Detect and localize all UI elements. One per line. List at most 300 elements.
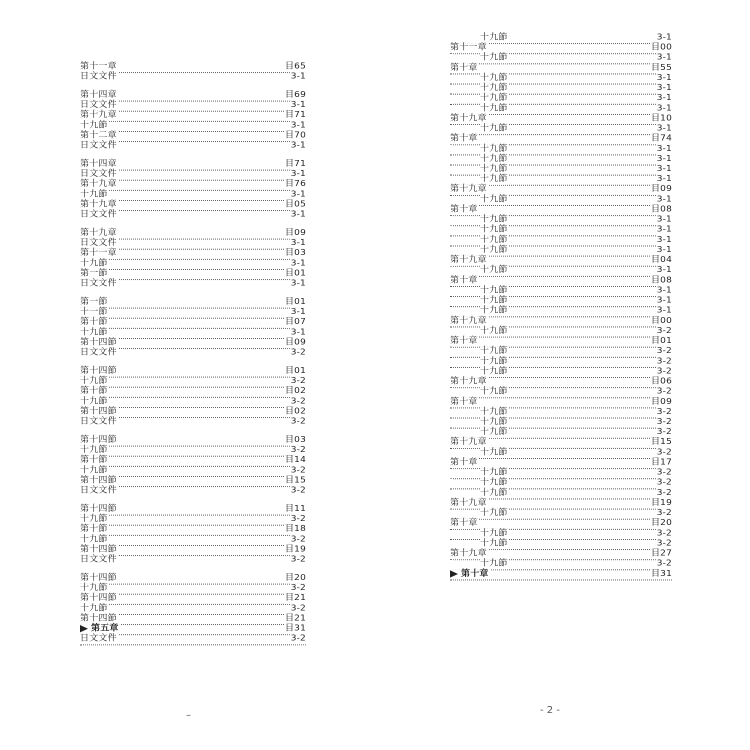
toc-entry-page: 3-1 — [656, 73, 672, 83]
toc-entry-label — [450, 134, 479, 144]
toc-entry-page: 3-2 — [290, 555, 306, 565]
toc-entry-label — [480, 357, 509, 367]
toc-entry-text: 十九節 — [480, 447, 508, 458]
toc-entry[interactable] — [80, 377, 306, 387]
toc-entry-page: 3-2 — [656, 387, 672, 397]
toc-entry[interactable] — [80, 160, 306, 170]
toc-entry-page: 3-1 — [656, 33, 672, 43]
toc-entry[interactable] — [80, 505, 306, 515]
toc-entry[interactable] — [450, 84, 672, 94]
toc-entry[interactable] — [80, 328, 306, 338]
toc-entry-page: 3-1 — [290, 238, 306, 248]
toc-entry[interactable] — [80, 91, 306, 101]
toc-entry-text: 十九節 — [480, 387, 508, 397]
toc-entry-label — [450, 63, 479, 73]
toc-entry[interactable] — [450, 509, 672, 519]
toc-entry[interactable] — [450, 367, 672, 377]
toc-entry-text: 日文文件 — [80, 555, 117, 565]
toc-entry-text: 第十九章 — [450, 437, 487, 447]
toc-entry-text: 第十章 — [450, 336, 478, 346]
toc-entry-page: 3-2 — [290, 514, 306, 524]
toc-entry[interactable] — [450, 326, 672, 336]
toc-entry-label — [80, 387, 109, 397]
toc-entry-label — [480, 266, 509, 276]
toc-entry-page: 目71 — [284, 159, 306, 169]
toc-entry-text: 十九節 — [80, 445, 108, 455]
toc-entry[interactable] — [80, 298, 306, 308]
toc-entry-page: 目19 — [284, 545, 306, 555]
toc-entry-page: 目00 — [650, 43, 672, 53]
toc-entry-text: 十九節 — [480, 539, 508, 549]
toc-entry[interactable] — [450, 499, 672, 509]
toc-entry-text: 日文文件 — [80, 486, 117, 496]
toc-entry[interactable] — [450, 205, 672, 215]
toc-entry[interactable] — [450, 94, 672, 104]
toc-entry[interactable] — [450, 377, 672, 387]
toc-entry[interactable] — [80, 259, 306, 269]
toc-entry[interactable] — [80, 446, 306, 456]
toc-entry[interactable] — [450, 185, 672, 195]
toc-entry-page: 3-1 — [290, 279, 306, 289]
toc-entry[interactable] — [80, 308, 306, 318]
toc-entry-text: 第十章 — [450, 63, 478, 73]
toc-entry-text: 十九節 — [480, 407, 508, 417]
toc-entry-page: 3-2 — [656, 366, 672, 377]
toc-entry[interactable] — [450, 418, 672, 428]
toc-entry-label — [80, 436, 118, 446]
toc-entry[interactable] — [450, 428, 672, 438]
toc-entry-label — [80, 200, 118, 210]
toc-entry[interactable] — [80, 614, 306, 624]
toc-entry[interactable] — [80, 594, 306, 604]
toc-entry-page: 3-1 — [656, 154, 672, 164]
toc-entry[interactable] — [80, 476, 306, 486]
toc-entry-label — [80, 62, 118, 72]
toc-entry[interactable] — [450, 43, 672, 53]
toc-entry[interactable] — [80, 72, 306, 82]
toc-entry-text: 十九節 — [480, 73, 508, 83]
toc-entry[interactable] — [80, 338, 306, 348]
toc-entry[interactable] — [450, 569, 672, 579]
toc-entry-label — [80, 298, 109, 308]
toc-entry-text: 第十節 — [80, 317, 108, 327]
toc-entry[interactable] — [450, 559, 672, 569]
toc-entry-text: 第十四節 — [80, 593, 117, 603]
toc-entry[interactable] — [80, 466, 306, 476]
toc-entry[interactable] — [80, 131, 306, 141]
toc-entry[interactable] — [450, 296, 672, 306]
toc-entry-page: 3-2 — [656, 356, 672, 367]
toc-entry-label — [480, 235, 509, 245]
toc-entry-text: 第十一章 — [80, 248, 117, 258]
toc-entry-label — [80, 141, 118, 151]
toc-entry[interactable] — [80, 279, 306, 289]
toc-entry-label — [80, 318, 109, 328]
toc-entry[interactable] — [450, 215, 672, 225]
toc-entry-label — [80, 91, 118, 101]
toc-entry-text: 十九節 — [480, 326, 508, 336]
toc-entry-text: 十九節 — [480, 488, 508, 498]
page-number-left: – — [186, 710, 191, 721]
toc-entry-text: 第十章 — [450, 518, 478, 528]
toc-entry-label — [450, 276, 479, 286]
toc-entry-page: 3-2 — [656, 508, 672, 518]
toc-entry-text: 第十四節 — [80, 545, 117, 555]
toc-entry[interactable] — [80, 624, 306, 634]
toc-entry[interactable] — [450, 397, 672, 407]
toc-entry-label — [450, 43, 488, 53]
toc-entry[interactable] — [450, 448, 672, 458]
toc-entry-text: 第十九章 — [450, 255, 487, 265]
toc-entry[interactable] — [80, 535, 306, 545]
toc-entry-text: 第十章 — [450, 205, 478, 215]
toc-entry-page: 目19 — [650, 498, 672, 508]
toc-entry-label — [80, 525, 109, 535]
toc-entry-page: 目01 — [284, 269, 306, 279]
toc-entry-text: 第十四節 — [80, 407, 117, 417]
toc-entry-text: 第十節 — [80, 455, 108, 465]
toc-entry-label — [480, 246, 509, 256]
toc-entry-page: 3-2 — [656, 407, 672, 417]
toc-entry-page: 3-2 — [656, 528, 672, 539]
toc-entry-text: 十九節 — [80, 465, 108, 476]
toc-entry[interactable] — [80, 141, 306, 151]
toc-entry-text: 第十九章 — [450, 316, 487, 326]
toc-entry-text: 十九節 — [480, 194, 508, 205]
toc-entry-text: 第十四章 — [80, 90, 117, 100]
toc-entry-page: 目09 — [284, 228, 306, 238]
toc-entry-page: 3-2 — [290, 396, 306, 407]
toc-entry-page: 目05 — [284, 200, 306, 210]
toc-entry[interactable] — [80, 515, 306, 525]
toc-entry-text: 十九節 — [80, 327, 108, 338]
toc-entry-label — [80, 72, 118, 82]
toc-entry[interactable] — [80, 348, 306, 358]
toc-entry[interactable] — [450, 529, 672, 539]
toc-entry[interactable] — [450, 195, 672, 205]
toc-entry-text: 第十四節 — [80, 366, 117, 376]
toc-entry[interactable] — [80, 200, 306, 210]
toc-entry-text: 十九節 — [480, 346, 508, 356]
toc-entry-label — [450, 499, 488, 509]
toc-entry-label — [480, 509, 509, 519]
toc-entry-label — [450, 377, 488, 387]
toc-entry-label — [80, 456, 109, 466]
toc-entry-label — [480, 418, 509, 428]
toc-entry-label — [480, 407, 509, 417]
toc-entry-label — [80, 397, 109, 407]
toc-entry-label — [480, 559, 509, 569]
arrow-right-icon — [450, 570, 458, 577]
toc-entry[interactable] — [450, 306, 672, 316]
toc-entry-page: 目21 — [284, 614, 306, 624]
toc-entry-page: 3-1 — [290, 327, 306, 338]
toc-entry-label — [480, 215, 509, 225]
toc-entry-page: 3-1 — [656, 53, 672, 63]
toc-entry[interactable] — [450, 144, 672, 154]
toc-entry-label — [480, 84, 509, 94]
toc-entry-label — [480, 296, 509, 306]
toc-entry[interactable] — [80, 456, 306, 466]
toc-entry-text: 第十九章 — [80, 228, 117, 238]
toc-entry-page: 3-1 — [656, 194, 672, 205]
toc-gap — [80, 565, 306, 573]
toc-entry-label — [80, 604, 109, 614]
toc-entry-page: 目55 — [650, 63, 672, 73]
toc-entry[interactable] — [450, 53, 672, 63]
toc-entry-label — [450, 397, 479, 407]
toc-entry-text: 十九節 — [480, 144, 508, 154]
toc-entry-text: 第十章 — [450, 397, 478, 407]
toc-entry-label — [80, 229, 118, 239]
toc-entry-label — [80, 269, 109, 279]
toc-entry[interactable] — [80, 210, 306, 220]
toc-entry-text: 十九節 — [480, 215, 508, 225]
toc-entry-label — [480, 306, 509, 316]
toc-entry-text: 第十四節 — [80, 476, 117, 486]
toc-entry[interactable] — [450, 357, 672, 367]
toc-entry-page: 目74 — [650, 134, 672, 144]
toc-entry-label — [80, 101, 118, 111]
toc-entry[interactable] — [80, 574, 306, 584]
toc-entry[interactable] — [450, 124, 672, 134]
toc-entry-page: 3-2 — [290, 486, 306, 496]
toc-entry-label — [80, 121, 109, 131]
toc-entry-label — [80, 308, 109, 318]
toc-entry-page: 3-1 — [656, 174, 672, 184]
toc-entry-page: 3-2 — [290, 465, 306, 476]
toc-entry[interactable] — [450, 478, 672, 488]
toc-entry-text: 第十四章 — [80, 159, 117, 169]
toc-entry-text: 第十九章 — [450, 377, 487, 387]
toc-entry-text: 十九節 — [480, 93, 508, 103]
toc-entry[interactable] — [450, 104, 672, 114]
toc-entry-text: 十九節 — [80, 258, 108, 269]
toc-entry-text: 第一節 — [80, 297, 108, 307]
toc-entry[interactable] — [80, 101, 306, 111]
toc-entry-page: 3-1 — [656, 286, 672, 296]
toc-entry-page: 3-2 — [656, 539, 672, 549]
toc-entry-label — [450, 205, 479, 215]
page-number-right: - 2 - — [540, 705, 560, 716]
toc-entry-page: 目21 — [284, 593, 306, 603]
toc-entry-text: 日文文件 — [80, 141, 117, 151]
toc-entry-page: 3-1 — [290, 210, 306, 220]
toc-entry[interactable] — [450, 134, 672, 144]
toc-entry-text: 十九節 — [480, 366, 508, 377]
toc-entry-page: 目01 — [650, 336, 672, 346]
toc-entry-text: 十一節 — [80, 307, 108, 317]
toc-entry-page: 3-1 — [656, 164, 672, 174]
toc-entry-label — [480, 33, 509, 43]
toc-entry-page: 3-1 — [656, 306, 672, 316]
toc-entry[interactable] — [450, 458, 672, 468]
toc-left-column — [80, 62, 306, 644]
toc-entry[interactable] — [80, 170, 306, 180]
toc-entry-page: 3-2 — [656, 468, 672, 478]
toc-entry-page: 3-2 — [290, 634, 306, 644]
toc-entry-label — [480, 468, 509, 478]
toc-entry[interactable] — [450, 286, 672, 296]
toc-entry[interactable] — [450, 114, 672, 124]
toc-entry[interactable] — [450, 407, 672, 417]
toc-entry-text: 第十一章 — [450, 43, 487, 53]
toc-entry[interactable] — [80, 269, 306, 279]
toc-entry[interactable] — [450, 468, 672, 478]
toc-entry[interactable] — [450, 337, 672, 347]
toc-entry-page: 3-2 — [656, 326, 672, 336]
toc-entry[interactable] — [450, 175, 672, 185]
toc-entry-page: 3-1 — [656, 235, 672, 245]
toc-entry-text: 第十九章 — [450, 113, 487, 124]
toc-entry[interactable] — [450, 276, 672, 286]
toc-entry-text: 十九節 — [480, 245, 508, 255]
toc-entry-page: 3-2 — [290, 417, 306, 427]
toc-entry-page: 目18 — [284, 524, 306, 534]
toc-entry-text: 日文文件 — [80, 348, 117, 358]
toc-entry-label — [450, 337, 479, 347]
toc-entry-text: 十九節 — [480, 478, 508, 488]
toc-entry-label — [80, 328, 109, 338]
toc-entry[interactable] — [450, 438, 672, 448]
toc-entry-text: 十九節 — [480, 83, 508, 93]
toc-entry[interactable] — [80, 555, 306, 565]
toc-entry-text: 第十節 — [80, 386, 108, 396]
toc-entry[interactable] — [80, 387, 306, 397]
toc-entry-page: 3-1 — [290, 120, 306, 131]
toc-entry-text: 第十章 — [450, 458, 478, 468]
toc-entry-page: 3-1 — [656, 215, 672, 225]
toc-entry-label — [450, 569, 490, 579]
toc-entry[interactable] — [450, 63, 672, 73]
toc-entry[interactable] — [450, 488, 672, 498]
toc-entry[interactable] — [80, 318, 306, 328]
toc-entry-label — [80, 170, 118, 180]
toc-entry-page: 3-1 — [290, 100, 306, 110]
toc-entry-text: 第十章 — [450, 134, 478, 144]
toc-entry-page: 目31 — [284, 624, 306, 634]
toc-entry-label — [80, 476, 118, 486]
toc-entry-page: 3-1 — [656, 83, 672, 93]
toc-entry-label — [80, 515, 109, 525]
toc-entry-page: 目07 — [284, 317, 306, 327]
toc-entry[interactable] — [80, 417, 306, 427]
toc-entry[interactable] — [450, 225, 672, 235]
toc-entry-page: 目09 — [650, 397, 672, 407]
toc-entry-label — [480, 195, 509, 205]
toc-entry[interactable] — [80, 436, 306, 446]
toc-entry-text: 日文文件 — [80, 210, 117, 220]
toc-entry[interactable] — [450, 33, 672, 43]
toc-entry[interactable] — [450, 246, 672, 256]
toc-entry-page: 目20 — [650, 518, 672, 528]
toc-entry[interactable] — [80, 407, 306, 417]
toc-entry-text: 第十九章 — [80, 200, 117, 210]
toc-entry[interactable] — [450, 387, 672, 397]
toc-entry-label — [80, 624, 120, 634]
toc-entry[interactable] — [80, 190, 306, 200]
toc-entry-label — [450, 549, 488, 559]
toc-entry-label — [480, 53, 509, 63]
toc-entry[interactable] — [450, 256, 672, 266]
toc-entry[interactable] — [450, 539, 672, 549]
toc-entry-text: 十九節 — [480, 235, 508, 245]
toc-entry[interactable] — [450, 347, 672, 357]
toc-entry-text: 第十二章 — [80, 131, 117, 141]
toc-entry[interactable] — [80, 525, 306, 535]
toc-entry[interactable] — [80, 634, 306, 644]
toc-entry[interactable] — [450, 519, 672, 529]
toc-entry-page: 目06 — [650, 377, 672, 387]
toc-entry-text: 十九節 — [80, 189, 108, 200]
toc-entry[interactable] — [80, 180, 306, 190]
toc-entry-page: 目71 — [284, 110, 306, 120]
toc-entry[interactable] — [80, 229, 306, 239]
toc-entry[interactable] — [80, 545, 306, 555]
toc-entry-page: 3-1 — [290, 189, 306, 200]
toc-entry-text: 日文文件 — [80, 72, 117, 82]
toc-entry-label — [80, 446, 109, 456]
toc-entry[interactable] — [80, 62, 306, 72]
toc-entry[interactable] — [450, 549, 672, 559]
toc-entry-page: 目02 — [284, 407, 306, 417]
toc-entry[interactable] — [80, 249, 306, 259]
toc-entry[interactable] — [80, 239, 306, 249]
toc-entry-text: 第一節 — [80, 269, 108, 279]
toc-entry-label — [80, 210, 118, 220]
toc-entry[interactable] — [80, 111, 306, 121]
toc-entry[interactable] — [450, 165, 672, 175]
toc-entry-label — [450, 114, 488, 124]
toc-entry[interactable] — [450, 316, 672, 326]
toc-entry-page: 目01 — [284, 297, 306, 307]
toc-entry-text: 十九節 — [80, 376, 108, 386]
toc-entry-text: 十九節 — [480, 265, 508, 275]
toc-entry-page: 目15 — [284, 476, 306, 486]
toc-entry-text: 十九節 — [480, 225, 508, 235]
toc-entry-label — [80, 545, 118, 555]
toc-entry[interactable] — [80, 604, 306, 614]
toc-entry-text: 十九節 — [480, 164, 508, 174]
toc-entry-text: 十九節 — [480, 306, 508, 316]
toc-entry[interactable] — [80, 121, 306, 131]
toc-entry[interactable] — [450, 266, 672, 276]
toc-entry[interactable] — [450, 154, 672, 164]
toc-entry-label — [80, 574, 118, 584]
toc-entry-page: 3-1 — [656, 245, 672, 255]
toc-entry-label — [80, 594, 118, 604]
toc-entry[interactable] — [450, 73, 672, 83]
toc-entry-text: 第十一章 — [80, 62, 117, 72]
toc-entry[interactable] — [80, 486, 306, 496]
toc-entry-label — [80, 417, 118, 427]
toc-entry[interactable] — [80, 397, 306, 407]
toc-entry-text: 十九節 — [80, 396, 108, 407]
toc-entry[interactable] — [80, 584, 306, 594]
toc-entry-text: 十九節 — [480, 427, 508, 437]
toc-entry-page: 目15 — [650, 437, 672, 447]
toc-entry[interactable] — [450, 235, 672, 245]
toc-entry-page: 3-1 — [290, 258, 306, 269]
toc-entry-label — [80, 180, 118, 190]
toc-entry-page: 3-2 — [290, 603, 306, 614]
toc-entry-page: 3-1 — [656, 225, 672, 235]
toc-entry[interactable] — [80, 367, 306, 377]
toc-entry-page: 3-1 — [290, 307, 306, 317]
toc-entry-page: 目09 — [284, 338, 306, 348]
toc-entry-label — [480, 94, 509, 104]
toc-entry-text: 第五章 — [91, 624, 119, 634]
